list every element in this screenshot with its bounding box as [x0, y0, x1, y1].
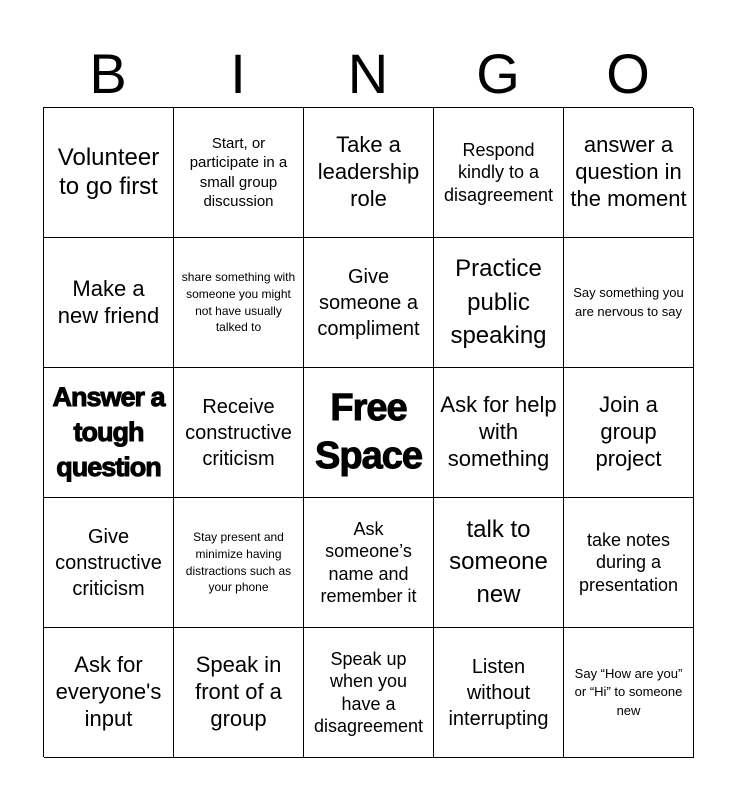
cell-text: Say something you are nervous to say	[573, 285, 684, 319]
header-letter-o: O	[606, 42, 650, 105]
cell-text: Respond kindly to a disagreement	[443, 139, 554, 205]
bingo-cell[interactable]	[174, 238, 304, 368]
bingo-cell[interactable]	[434, 238, 564, 368]
bingo-cell[interactable]	[174, 498, 304, 628]
bingo-cell[interactable]	[434, 108, 564, 238]
header-letter-n: N	[347, 42, 389, 105]
cell-text: Ask for everyone's input	[55, 652, 162, 731]
cell-text: Take a leadership role	[317, 132, 420, 211]
cell-text: Start, or participate in a small group discussion	[189, 134, 288, 210]
cell-text: Join a group project	[595, 392, 662, 471]
bingo-cell[interactable]	[564, 108, 694, 238]
header-letter-i: I	[230, 42, 246, 105]
cell-text: share something with someone you might not have usually talked to	[181, 270, 296, 335]
cell-text: Answer a tough question	[52, 381, 165, 483]
free-space-text: Free Space	[315, 387, 422, 477]
cell-text: Ask for help with something	[440, 392, 557, 471]
cell-text: Say “How are you” or “Hi” to someone new	[574, 666, 683, 718]
cell-text: Speak in front of a group	[195, 652, 282, 731]
bingo-cell[interactable]	[304, 498, 434, 628]
bingo-cell[interactable]	[564, 498, 694, 628]
bingo-cell[interactable]	[174, 628, 304, 758]
bingo-cell[interactable]	[434, 628, 564, 758]
cell-text: Ask someone’s name and remember it	[320, 518, 417, 606]
cell-text: Give someone a compliment	[317, 265, 420, 340]
cell-text: talk to someone new	[449, 515, 548, 608]
cell-text: Speak up when you have a disagreement	[313, 648, 424, 736]
cell-text: answer a question in the moment	[570, 132, 687, 211]
bingo-cell[interactable]	[434, 368, 564, 498]
cell-text: Practice public speaking	[450, 255, 547, 350]
bingo-cell[interactable]	[564, 238, 694, 368]
header-letter-b: B	[89, 42, 127, 105]
cell-text: take notes during a presentation	[578, 529, 679, 595]
bingo-cell[interactable]	[174, 368, 304, 498]
bingo-cell[interactable]	[44, 628, 174, 758]
bingo-cell[interactable]	[564, 368, 694, 498]
cell-text: Volunteer to go first	[57, 143, 160, 200]
bingo-cell[interactable]	[304, 628, 434, 758]
bingo-header	[43, 40, 693, 108]
bingo-cell[interactable]	[44, 498, 174, 628]
cell-text: Give constructive criticism	[55, 525, 162, 600]
bingo-cell[interactable]	[434, 498, 564, 628]
bingo-cell[interactable]	[44, 108, 174, 238]
bingo-cell[interactable]	[304, 108, 434, 238]
bingo-cell[interactable]	[44, 368, 174, 498]
bingo-cell[interactable]	[174, 108, 304, 238]
bingo-cell[interactable]	[564, 628, 694, 758]
cell-text: Receive constructive criticism	[185, 395, 292, 470]
header-letter-g: G	[476, 42, 520, 105]
bingo-board	[43, 107, 693, 757]
cell-text: Make a new friend	[57, 275, 160, 328]
cell-text: Listen without interrupting	[448, 655, 549, 730]
bingo-cell[interactable]	[304, 238, 434, 368]
cell-text: Stay present and minimize having distractions such as your phone	[185, 530, 292, 595]
free-space-cell[interactable]	[304, 368, 434, 498]
bingo-cell[interactable]	[44, 238, 174, 368]
